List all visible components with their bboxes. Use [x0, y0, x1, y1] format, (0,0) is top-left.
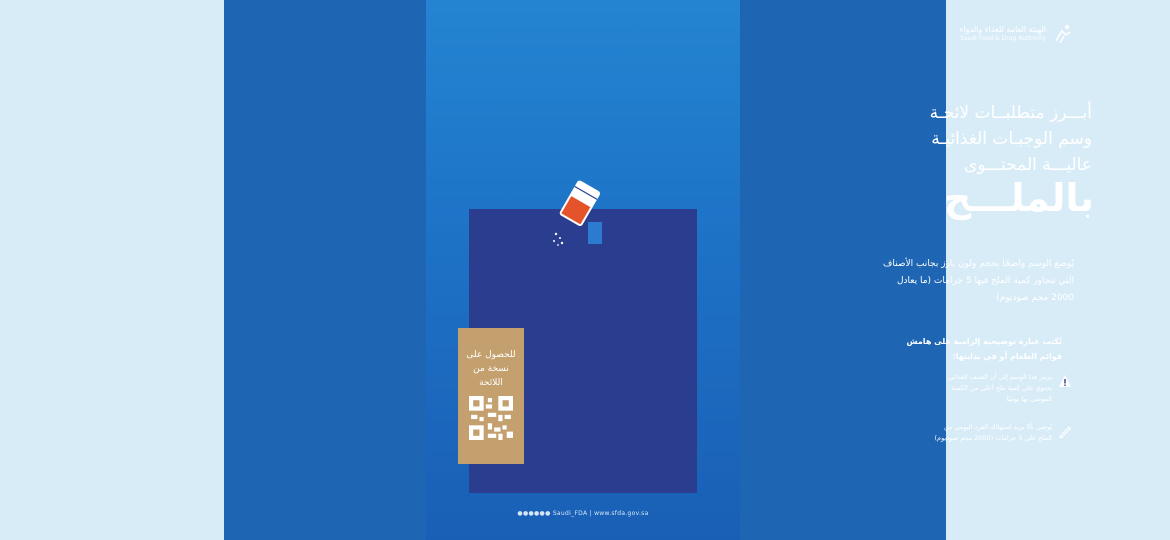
headline-line-3: عاليـــة المحتـــوى	[964, 155, 1092, 175]
requirement-menu-note: تُكتب عبارة توضيحية إلزامية على هامش قوائم الطعام أو في بدايتها:	[906, 337, 1062, 361]
qr-code-icon[interactable]	[469, 396, 513, 440]
note-recommendation-row	[932, 422, 1072, 444]
requirement-label-size: يُوضع الوسم واضحًا بحجم ولون بارز بجانب الأصناف التي تتجاوز كمية الملح فيها 5 جرامات (ما يعادل 2000 مجم صوديوم)	[883, 259, 1074, 303]
logo-name-ar: الهيئة العامة للغذاء والدواء	[959, 25, 1046, 34]
logo-name-en: Saudi Food & Drug Authority	[960, 35, 1046, 42]
footer-contact: ●●●●●● Saudi_FDA | www.sfda.gov.sa	[517, 510, 649, 517]
warning-icon	[1058, 374, 1072, 388]
sfda-logo-icon	[1052, 23, 1074, 45]
qr-card-label: للحصول على نسخة من اللائحة	[466, 350, 516, 388]
qr-card[interactable]	[458, 328, 524, 464]
pen-icon	[1058, 424, 1072, 438]
note-recommendation-text: يُوصى بألا يزيد استهلاك الفرد اليومي من الملح على 5 جرامات (2000 مجم صوديوم)	[934, 423, 1052, 442]
headline-salt-word: بالملـــح	[943, 176, 1094, 220]
note-warning-text: يرمز هذا الوسم إلى أن الصنف الغذائي يحتوي على كمية ملح أعلى من الكمية الموصى بها يوميًا	[948, 373, 1052, 403]
headline	[872, 100, 1092, 178]
sfda-logo	[924, 20, 1074, 48]
headline-line-2: وسم الوجبـات الغذائيـة	[931, 129, 1092, 149]
salt-shaker-icon	[546, 178, 606, 248]
headline-line-1: أبـــرز متطلبــات لائحـة	[929, 103, 1092, 123]
note-warning-row	[932, 372, 1072, 405]
